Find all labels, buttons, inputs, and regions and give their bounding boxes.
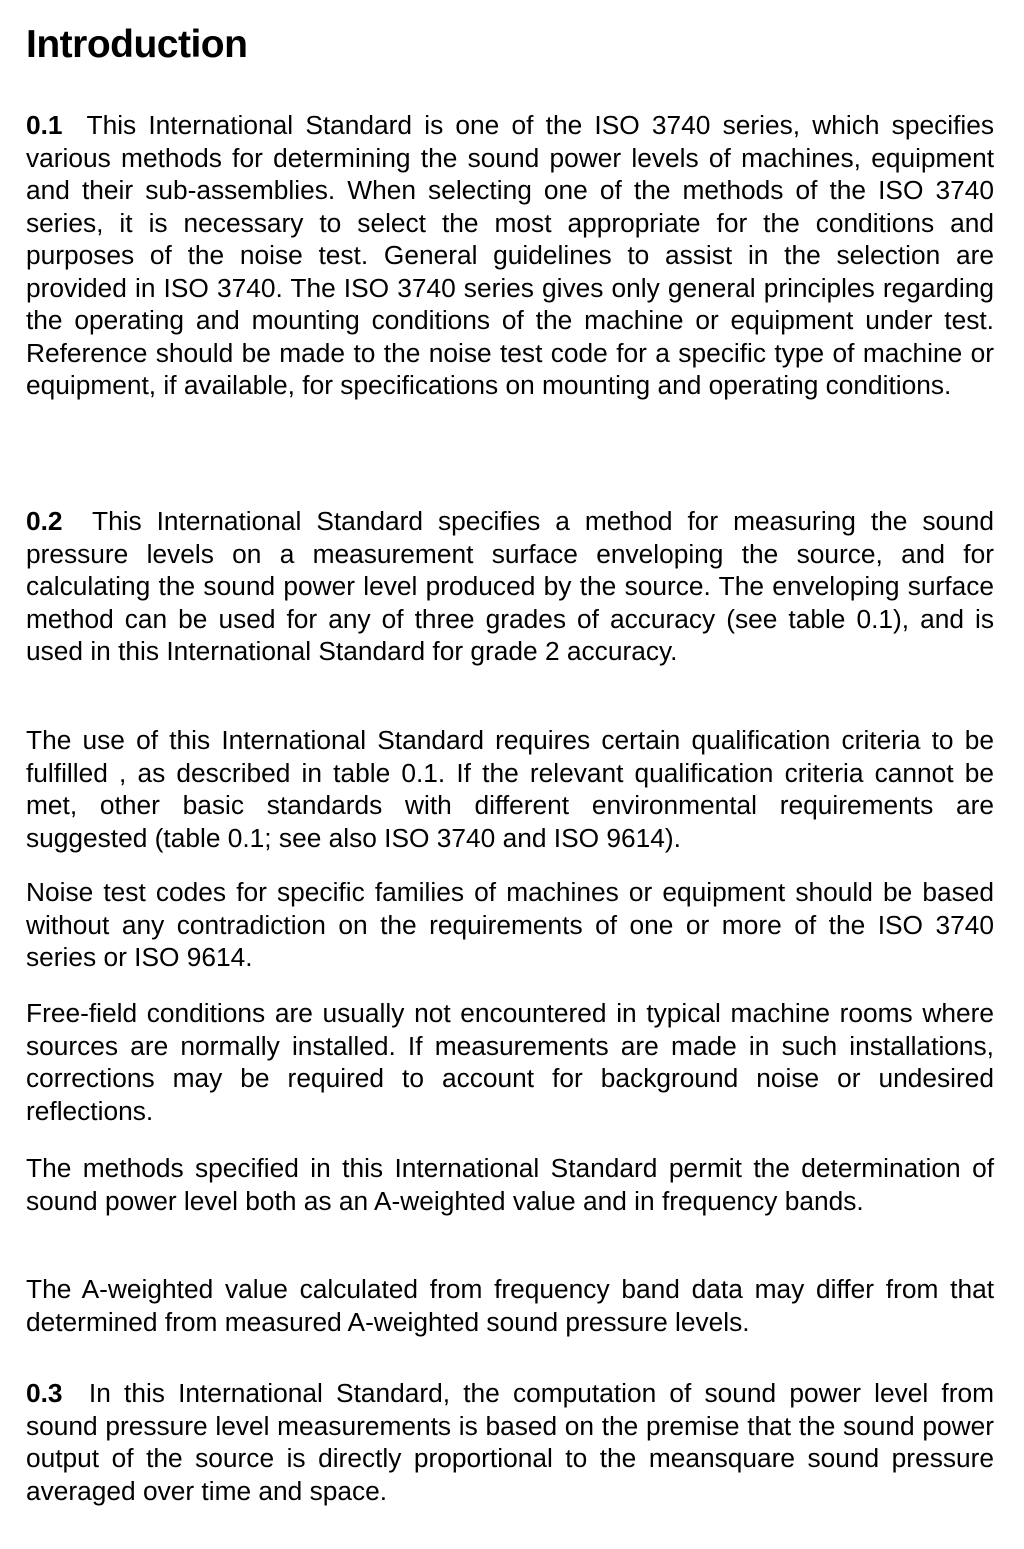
paragraph-text: The use of this International Standard requires certain qualification criteria to be fulfilled , as described in table 0.1. If the relevant qualification criteria cannot be met, other basic standards with different environmental requirements are suggested (table 0.1; see also ISO 3740 and ISO 9614).	[26, 725, 994, 853]
paragraph-methods	[26, 1152, 994, 1217]
section-0-1	[26, 109, 994, 402]
paragraph-text: Free-field conditions are usually not encountered in typical machine rooms where sources are normally installed. If measurements are made in such installations, corrections may be required to account for background noise or undesired reflections.	[26, 998, 994, 1126]
section-number: 0.3	[26, 1378, 63, 1408]
section-text: This International Standard is one of the ISO 3740 series, which specifies various methods for determining the sound power levels of machines, equipment and their sub-assemblies. When selecting one of the methods of the ISO 3740 series, it is necessary to select the most appropriate for the conditions and purposes of the noise test. General guidelines to assist in the selection are provided in ISO 3740. The ISO 3740 series gives only general principles regarding the operating and mounting conditions of the machine or equipment under test. Reference should be made to the noise test code for a specific type of machine or equipment, if available, for specifications on mounting and operating conditions.	[26, 110, 994, 400]
section-0-3	[26, 1377, 994, 1507]
section-number: 0.1	[26, 110, 63, 140]
page-title: Introduction	[26, 23, 248, 66]
paragraph-a-weighted	[26, 1273, 994, 1338]
paragraph-free-field	[26, 997, 994, 1127]
section-number: 0.2	[26, 506, 63, 536]
paragraph-noise-test-codes	[26, 876, 994, 974]
paragraph-text: The A-weighted value calculated from frequency band data may differ from that determined from measured A-weighted sound pressure levels.	[26, 1274, 994, 1337]
paragraph-qualification	[26, 724, 994, 854]
paragraph-text: The methods specified in this International Standard permit the determination of sound power level both as an A-weighted value and in frequency bands.	[26, 1153, 994, 1216]
section-text: In this International Standard, the computation of sound power level from sound pressure level measurements is based on the premise that the sound power output of the source is directly proportional to the meansquare sound pressure averaged over time and space.	[26, 1378, 994, 1506]
section-0-2	[26, 505, 994, 668]
paragraph-text: Noise test codes for specific families of machines or equipment should be based without any contradiction on the requirements of one or more of the ISO 3740 series or ISO 9614.	[26, 877, 994, 972]
section-text: This International Standard specifies a method for measuring the sound pressure levels on a measurement surface enveloping the source, and for calculating the sound power level produced by the source. The enveloping surface method can be used for any of three grades of accuracy (see table 0.1), and is used in this International Standard for grade 2 accuracy.	[26, 506, 995, 666]
